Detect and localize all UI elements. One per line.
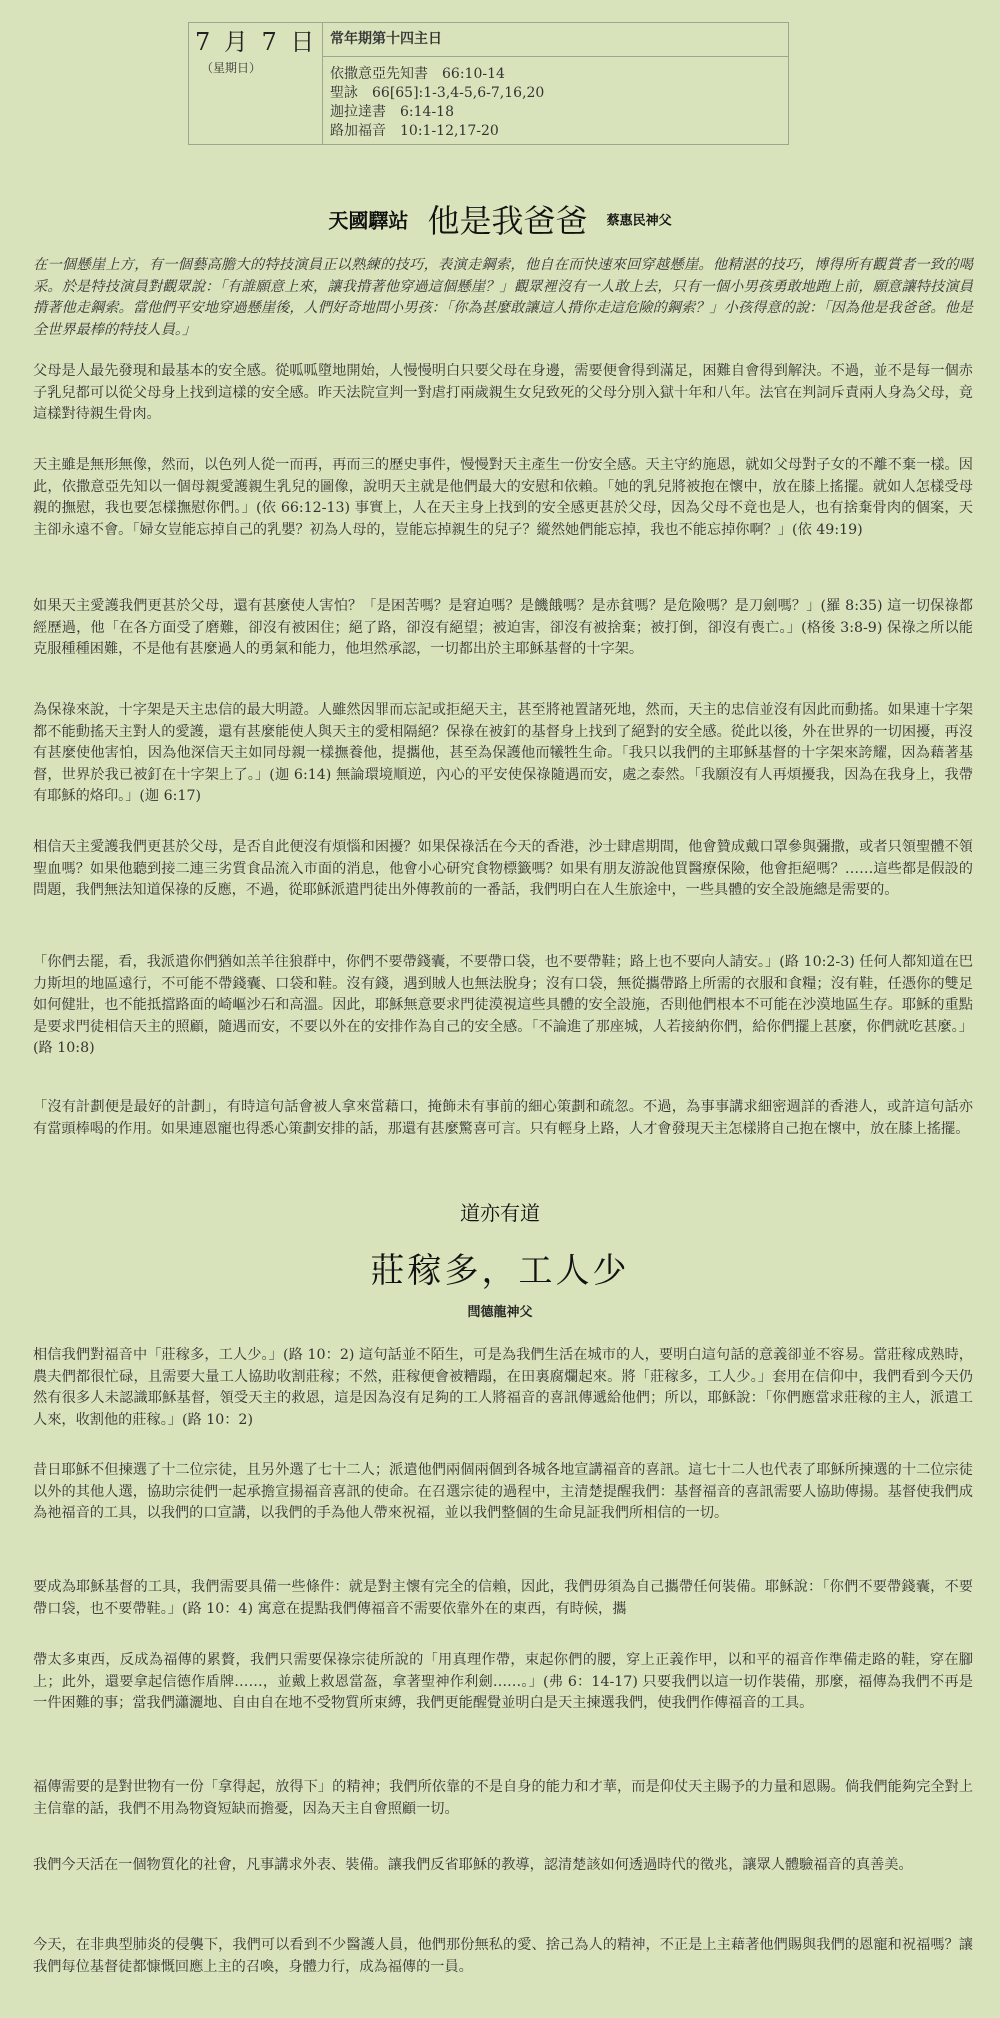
column-name: 天國驛站 [328, 208, 409, 233]
article1-heading [0, 196, 1000, 242]
article-author: 蔡惠民神父 [606, 213, 672, 229]
date-cell [189, 23, 323, 144]
date: 7 月 7 日 [195, 28, 318, 56]
article2-paragraph: 福傳需要的是對世物有一份「拿得起，放得下」的精神；我們所依靠的不是自身的能力和才華，而是仰仗天主賜予的力量和恩賜。倘我們能夠完全對上主信靠的話，我們不用為物資短缺而擔憂，因為天主自會照顧一切。 [33, 1779, 973, 1817]
article1-paragraph: 「沒有計劃便是最好的計劃」，有時這句話會被人拿來當藉口，掩飾未有事前的細心策劃和疏忽。不過，為事事講求細密週詳的香港人，或許這句話亦有當頭棒喝的作用。如果連恩寵也得悉心策劃安排的話，那還有甚麼驚喜可言。只有輕身上路，人才會發現天主怎樣將自己抱在懷中，放在膝上搖擺。 [33, 1099, 973, 1137]
article-title: 他是我爸爸 [427, 202, 588, 240]
reading-ref: 66:10-14 [442, 66, 505, 82]
readings-cell [323, 23, 788, 144]
reading-book: 路加福音 [330, 123, 386, 139]
article1-paragraph: 如果天主愛護我們更甚於父母，還有甚麼使人害怕？「是困苦嗎？是窘迫嗎？是饑餓嗎？是赤貧嗎？是危險嗎？是刀劍嗎？」(羅 8:35) 這一切保祿都經歷過，他「在各方面受了磨難，卻沒有被困住；絕了路，卻沒有絕望；被迫害，卻沒有被捨棄；被打倒，卻沒有喪亡。」(格後 3:8-9) 保祿之所以能克服種種困難，不是他有甚麼過人的勇氣和能力，他坦然承認，一切都出於主耶穌基督的十字架。 [33, 598, 973, 657]
feast-title: 常年期第十四主日 [323, 23, 788, 57]
article1-paragraph: 父母是人最先發現和最基本的安全感。從呱呱墮地開始，人慢慢明白只要父母在身邊，需要便會得到滿足，困難自會得到解決。不過，並不是每一個赤子乳兒都可以從父母身上找到這樣的安全感。昨天法院宣判一對虐打兩歲親生女兒致死的父母分別入獄十年和八年。法官在判詞斥責兩人身為父母，竟這樣對待親生骨肉。 [33, 363, 973, 422]
weekday: （星期日） [201, 61, 262, 75]
reading-item [330, 122, 788, 141]
article2-paragraph: 要成為耶穌基督的工具，我們需要具備一些條件：就是對主懷有完全的信賴，因此，我們毋須為自己攜帶任何裝備。耶穌說：「你們不要帶錢囊，不要帶口袋，也不要帶鞋。」(路 10：4) 寓意在提點我們傳福音不需要依靠外在的東西，有時候，攜 [33, 1579, 973, 1617]
reading-book: 依撒意亞先知書 [330, 66, 428, 82]
article1-paragraph: 為保祿來說，十字架是天主忠信的最大明證。人雖然因罪而忘記或拒絕天主，甚至將祂置諸死地，然而，天主的忠信並沒有因此而動搖。如果連十字架都不能動搖天主對人的愛護，還有甚麼能使人與天主的愛相隔絕？保祿在被釘的基督身上找到了絕對的安全感。從此以後，外在世界的一切困擾，再沒有甚麼使他害怕，因為他深信天主如同母親一樣撫養他，提攜他，甚至為保護他而犧牲生命。「我只以我們的主耶穌基督的十字架來誇耀，因為藉著基督，世界於我已被釘在十字架上了。」(迦 6:14) 無論環境順逆，內心的平安使保祿隨遇而安，處之泰然。「我願沒有人再煩擾我，因為在我身上，我帶有耶穌的烙印。」(迦 6:17) [33, 702, 973, 804]
reading-item [330, 65, 788, 84]
reading-ref: 66[65]:1-3,4-5,6-7,16,20 [372, 85, 545, 101]
reading-book: 迦拉達書 [330, 104, 386, 120]
reading-ref: 6:14-18 [400, 104, 454, 120]
article-title: 莊稼多，工人少 [370, 1251, 630, 1291]
reading-item [330, 103, 788, 122]
article2-paragraph: 我們今天活在一個物質化的社會，凡事講求外表、裝備。讓我們反省耶穌的教導，認清楚該如何透過時代的徵兆，讓眾人體驗福音的真善美。 [33, 1857, 913, 1873]
reading-ref: 10:1-12,17-20 [400, 123, 499, 139]
article1-paragraph: 天主雖是無形無像，然而，以色列人從一而再，再而三的歷史事件，慢慢對天主產生一份安全感。天主守約施恩，就如父母對子女的不離不棄一樣。因此，依撒意亞先知以一個母親愛護親生乳兒的圖像，說明天主就是他們最大的安慰和依賴。「她的乳兒將被抱在懷中，放在膝上搖擺。就如人怎樣受母親的撫慰，我也要怎樣撫慰你們。」(依 66:12-13) 事實上，人在天主身上找到的安全感更甚於父母，因為父母不竟也是人，也有捨棄骨肉的個案，天主卻永遠不會。「婦女豈能忘掉自己的乳嬰？初為人母的，豈能忘掉親生的兒子？縱然她們能忘掉，我也不能忘掉你啊？」(依 49:19) [33, 457, 973, 538]
article2-paragraph: 相信我們對福音中「莊稼多，工人少。」(路 10：2) 這句話並不陌生，可是為我們生活在城市的人，要明白這句話的意義卻並不容易。當莊稼成熟時，農夫們都很忙碌，且需要大量工人協助收割莊稼；不然，莊稼便會被糟蹋，在田裏腐爛起來。將「莊稼多，工人少。」套用在信仰中，我們看到今天仍然有很多人未認識耶穌基督，領受天主的救恩，這是因為沒有足夠的工人將福音的喜訊傳遞給他們；所以，耶穌說：「你們應當求莊稼的主人，派遣工人來，收割他的莊稼。」(路 10：2) [33, 1347, 973, 1428]
article1-paragraph: 「你們去罷，看，我派遣你們猶如羔羊往狼群中，你們不要帶錢囊，不要帶口袋，也不要帶鞋；路上也不要向人請安。」(路 10:2-3) 任何人都知道在巴力斯坦的地區遠行，不可能不帶錢囊、口袋和鞋。沒有錢，遇到賊人也無法脫身；沒有口袋，無從攜帶路上所需的衣服和食糧；沒有鞋，任憑你的雙足如何健壯，也不能抵擋路面的崎嶇沙石和高溫。因此，耶穌無意要求門徒漠視這些具體的安全設施，否則他們根本不可能在沙漠地區生存。耶穌的重點是要求門徒相信天主的照顧，隨遇而安，不要以外在的安排作為自己的安全感。「不論進了那座城，人若接納你們，給你們擺上甚麼，你們就吃甚麼。」(路 10:8) [33, 954, 973, 1056]
reading-book: 聖詠 [330, 85, 358, 101]
readings-list [323, 57, 788, 141]
article1-paragraph-intro: 在一個懸崖上方，有一個藝高膽大的特技演員正以熟練的技巧，表演走鋼索，他自在而快速來回穿越懸崖。他精湛的技巧，博得所有觀賞者一致的喝采。於是特技演員對觀眾說：「有誰願意上來，讓我揹著他穿過這個懸崖？」觀眾裡沒有一人敢上去，只有一個小男孩勇敢地跑上前，願意讓特技演員揹著他走鋼索。當他們平安地穿過懸崖後，人們好奇地問小男孩：「你為甚麼敢讓這人揹你走這危險的鋼索？」小孩得意的說：「因為他是我爸爸。他是全世界最棒的特技人員。」 [33, 257, 973, 338]
article2-paragraph: 帶太多東西，反成為福傳的累贅，我們只需要保祿宗徒所說的「用真理作帶，束起你們的腰，穿上正義作甲，以和平的福音作準備走路的鞋，穿在腳上；此外，還要拿起信德作盾牌……，並戴上救恩當盔，拿著聖神作利劍……。」(弗 6：14-17) 只要我們以這一切作裝備，那麼，福傳為我們不再是一件困難的事；當我們瀟灑地、自由自在地不受物質所束縛，我們更能醒覺並明白是天主揀選我們，使我們作傳福音的工具。 [33, 1652, 973, 1711]
column-name: 道亦有道 [460, 1201, 540, 1225]
liturgy-header-table [188, 22, 789, 145]
article2-paragraph: 今天，在非典型肺炎的侵襲下，我們可以看到不少醫護人員，他們那份無私的愛、捨己為人的精神，不正是上主藉著他們賜與我們的恩寵和祝福嗎？讓我們每位基督徒都慷慨回應上主的召喚，身體力行，成為福傳的一員。 [33, 1937, 973, 1975]
article-author: 閆德龍神父 [467, 1305, 533, 1320]
article1-paragraph: 相信天主愛護我們更甚於父母，是否自此便沒有煩惱和困擾？如果保祿活在今天的香港，沙士肆虐期間，他會贊成戴口罩參與彌撒，或者只領聖體不領聖血嗎？如果他聽到接二連三劣質食品流入市面的消息，他會小心研究食物標籤嗎？如果有朋友游說他買醫療保險，他會拒絕嗎？……這些都是假設的問題，我們無法知道保祿的反應，不過，從耶穌派遣門徒出外傳教前的一番話，我們明白在人生旅途中，一些具體的安全設施總是需要的。 [33, 839, 973, 898]
reading-item [330, 84, 788, 103]
article2-paragraph: 昔日耶穌不但揀選了十二位宗徒，且另外選了七十二人；派遣他們兩個兩個到各城各地宣講福音的喜訊。這七十二人也代表了耶穌所揀選的十二位宗徒以外的其他人選，協助宗徒們一起承擔宣揚福音喜訊的使命。在召選宗徒的過程中，主清楚提醒我們：基督福音的喜訊需要人協助傳揚。基督使我們成為祂福音的工具，以我們的口宣講，以我們的手為他人帶來祝福，並以我們整個的生命見証我們所相信的一切。 [33, 1462, 973, 1521]
